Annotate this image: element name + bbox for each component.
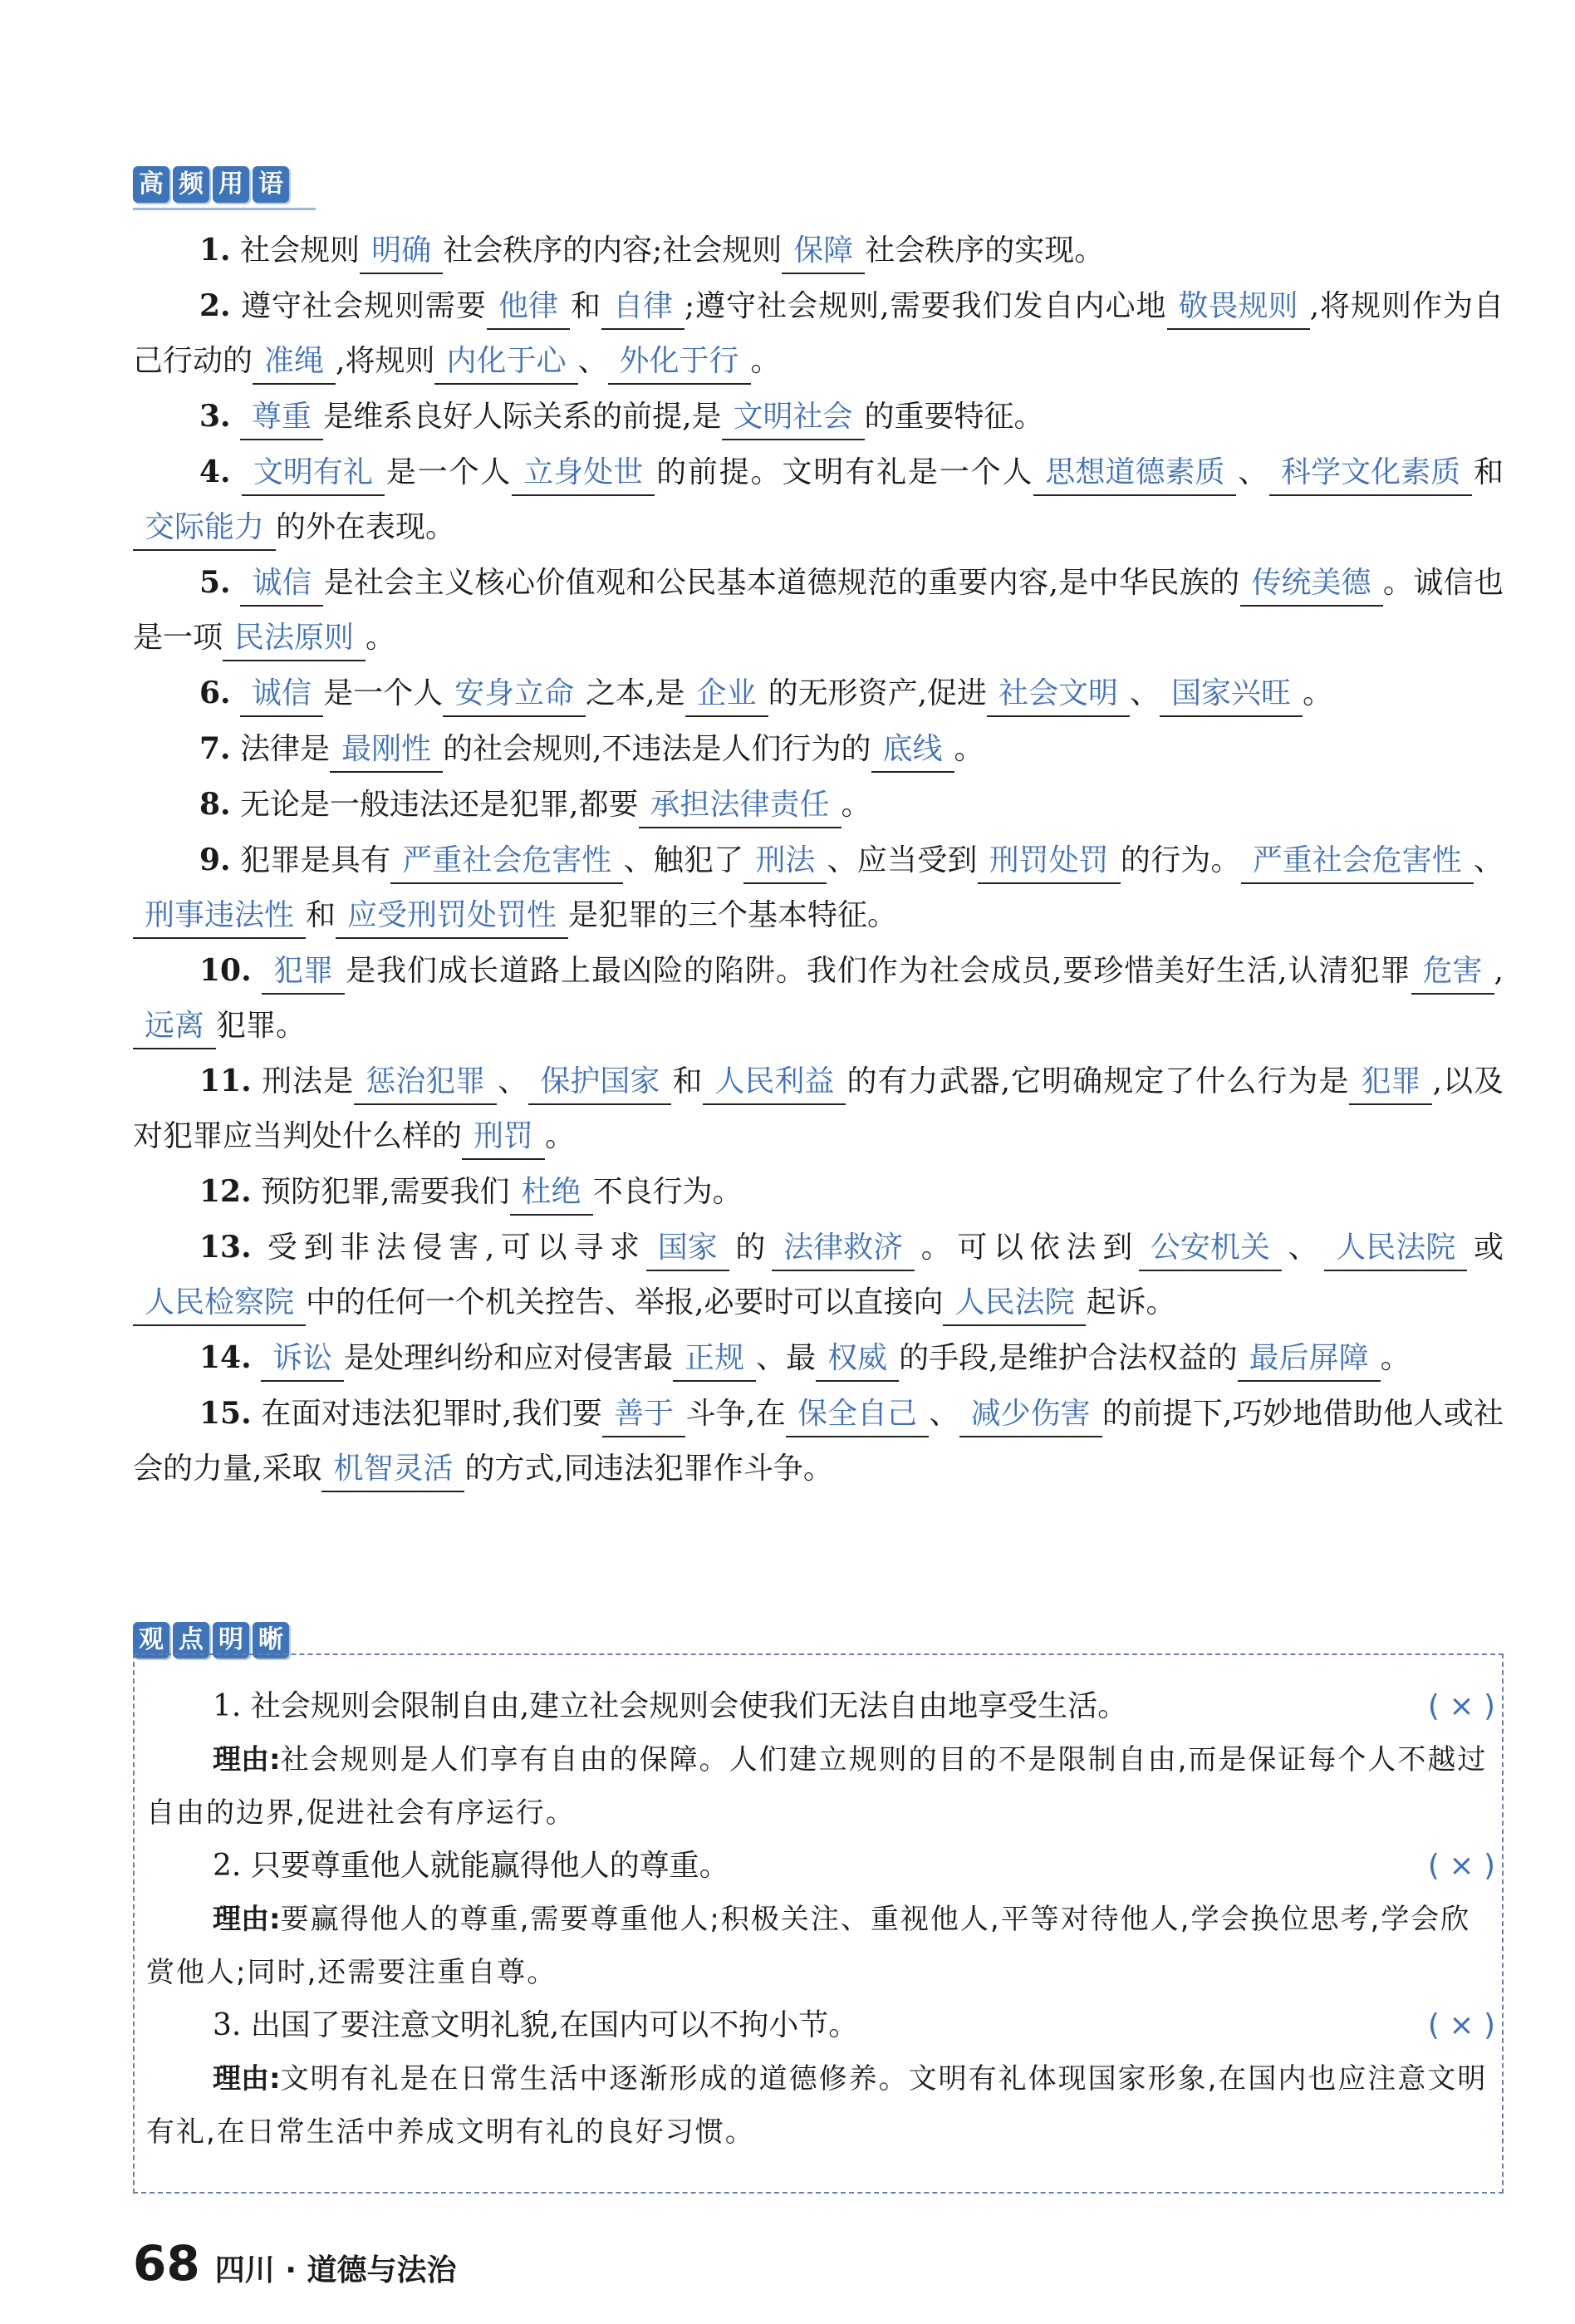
answer-blank: 文明社会 (722, 396, 865, 440)
answer-blank: 思想道德素质 (1033, 451, 1236, 496)
item-11 (133, 1054, 1504, 1164)
item-text: 社会秩序的内容;社会规则 (443, 233, 783, 268)
reason-text: 要赢得他人的尊重,需要尊重他人;积极关注、重视他人,平等对待他人,学会换位思考,学会欣赏他人;同时,还需要注重自尊。 (146, 1903, 1471, 1989)
item-text: ,以及对犯罪应当判处什么样的 (133, 1064, 1504, 1153)
item-text: 是我们成长道路上最凶险的陷阱。我们作为社会成员,要珍惜美好生活,认清犯罪 (345, 954, 1411, 988)
item-10 (133, 943, 1504, 1054)
answer-blank: 诚信 (240, 672, 323, 717)
item-number: 11. (199, 1064, 252, 1098)
item-8 (133, 777, 1504, 833)
item-text: 。 (366, 621, 396, 655)
item-text: 是一个人 (323, 676, 444, 710)
answer-blank: 机智灵活 (321, 1447, 464, 1492)
answer-blank: 诚信 (240, 562, 323, 607)
section-badge-high-frequency (133, 166, 289, 203)
answer-blank: 自律 (601, 285, 684, 330)
item-text: 预防犯罪,需要我们 (261, 1175, 510, 1209)
item-number: 13. (199, 1230, 252, 1265)
item-text: 的前提。文明有礼是一个人 (655, 455, 1034, 489)
book-title: 四川 · 道德与法治 (214, 2253, 457, 2287)
item-number: 14. (199, 1340, 252, 1375)
item-text: 。可以依法到 (915, 1231, 1139, 1265)
answer-blank: 危害 (1411, 950, 1494, 995)
reason-text: 文明有礼是在日常生活中逐渐形成的道德修养。文明有礼体现国家形象,在国内也应注意文明有礼,在日常生活中养成文明有礼的良好习惯。 (146, 2062, 1488, 2149)
item-text: 和 (1472, 455, 1504, 489)
reason-label: 理由: (213, 1903, 281, 1936)
item-text: 之本,是 (586, 676, 685, 710)
answer-blank: 人民检察院 (133, 1281, 306, 1326)
answer-blank: 杜绝 (510, 1171, 593, 1216)
item-text: 的手段,是维护合法权益的 (899, 1341, 1238, 1375)
judgment-question: 3. 出国了要注意文明礼貌,在国内可以不拘小节。 (213, 2008, 859, 2042)
item-text: ,将规则 (336, 344, 435, 378)
reason-label: 理由: (213, 2062, 281, 2096)
answer-blank: 社会文明 (987, 672, 1130, 717)
judgment-mark: ( × ) (1427, 1849, 1495, 1883)
answer-blank: 国家 (646, 1226, 729, 1271)
item-text: 、 (1130, 676, 1160, 710)
page-footer (133, 2235, 456, 2292)
judgment-box (133, 1653, 1504, 2194)
item-7 (133, 721, 1504, 777)
item-1 (133, 223, 1504, 278)
item-text: 。 (750, 344, 781, 378)
answer-blank: 严重社会危害性 (390, 839, 623, 884)
item-text: 犯罪是具有 (240, 843, 391, 877)
item-text: 的方式,同违法犯罪作斗争。 (464, 1452, 833, 1486)
answer-blank: 法律救济 (772, 1226, 915, 1271)
item-text: 。 (1303, 676, 1333, 710)
item-text: 、最 (756, 1341, 817, 1375)
answer-blank: 人民利益 (703, 1060, 846, 1105)
item-number: 1. (199, 233, 231, 268)
item-text: 。 (954, 732, 984, 766)
item-number: 3. (199, 399, 231, 434)
reason-label: 理由: (213, 1743, 281, 1776)
item-text: 或 (1467, 1231, 1504, 1265)
item-text: 受到非法侵害,可以寻求 (267, 1231, 646, 1265)
answer-blank: 最刚性 (330, 728, 443, 773)
answer-blank: 权威 (816, 1337, 899, 1382)
judgment-2 (146, 1840, 1495, 1999)
answer-blank: 最后屏障 (1238, 1337, 1381, 1382)
item-text: 刑法是 (262, 1064, 355, 1098)
item-text: 、 (1281, 1231, 1325, 1265)
item-number: 4. (199, 454, 231, 489)
answer-blank: 底线 (871, 728, 954, 773)
answer-blank: 明确 (360, 229, 443, 274)
answer-blank: 犯罪 (262, 950, 345, 995)
answer-blank: 刑罚 (462, 1115, 545, 1160)
answer-blank: 交际能力 (133, 506, 276, 551)
answer-blank: 人民法院 (943, 1281, 1086, 1326)
answer-blank: 惩治犯罪 (354, 1060, 497, 1105)
item-number: 9. (199, 843, 231, 877)
badge-char: 点 (173, 1622, 209, 1658)
item-text: 是一个人 (384, 455, 513, 489)
item-text: 法律是 (240, 732, 331, 766)
item-number: 5. (199, 565, 231, 600)
badge-underline (133, 208, 316, 210)
item-text: 是处理纠纷和应对侵害最 (344, 1341, 674, 1375)
item-text: 、应当受到 (827, 843, 978, 877)
item-number: 15. (199, 1396, 252, 1431)
answer-blank: 民法原则 (223, 617, 366, 661)
item-text: 的前提下,巧妙地借助他人或社会的力量,采取 (133, 1397, 1504, 1486)
item-text: 、触犯了 (623, 843, 744, 877)
answer-blank: 正规 (673, 1337, 756, 1382)
item-13 (133, 1220, 1504, 1330)
badge-char: 晰 (253, 1622, 289, 1658)
item-text: 。 (841, 788, 871, 822)
item-5 (133, 555, 1504, 666)
item-text: 的外在表现。 (276, 510, 456, 544)
answer-blank: 保护国家 (528, 1060, 671, 1105)
item-6 (133, 666, 1504, 721)
judgment-mark: ( × ) (1427, 2008, 1495, 2042)
answer-blank: 传统美德 (1240, 562, 1383, 607)
answer-blank: 企业 (685, 672, 768, 717)
judgment-mark: ( × ) (1427, 1689, 1495, 1723)
item-9 (133, 833, 1504, 943)
item-number: 7. (199, 731, 231, 766)
item-text: 的社会规则,不违法是人们行为的 (443, 732, 871, 766)
badge-char: 频 (173, 166, 209, 203)
item-text: 是犯罪的三个基本特征。 (568, 898, 898, 932)
item-4 (133, 445, 1504, 555)
fill-in-items (133, 223, 1504, 1496)
item-text: ;遵守社会规则,需要我们发自内心地 (684, 289, 1167, 323)
item-2 (133, 278, 1504, 389)
item-text: 、 (497, 1064, 529, 1098)
item-text: ,将规则作为自己行动的 (133, 289, 1504, 378)
item-text: 和 (671, 1064, 704, 1098)
item-text: 、 (577, 344, 608, 378)
item-text: 遵守社会规则需要 (241, 289, 488, 323)
item-text: 的 (729, 1231, 773, 1265)
answer-blank: 安身立命 (443, 672, 586, 717)
answer-blank: 他律 (487, 285, 570, 330)
answer-blank: 内化于心 (434, 340, 577, 385)
item-number: 2. (199, 288, 231, 323)
item-text: 的有力武器,它明确规定了什么行为是 (846, 1064, 1350, 1098)
answer-blank: 国家兴旺 (1160, 672, 1303, 717)
answer-blank: 准绳 (253, 340, 336, 385)
item-number: 8. (199, 787, 231, 822)
item-text: 斗争,在 (685, 1397, 787, 1431)
item-text: 和 (570, 289, 602, 323)
item-text: 。 (545, 1119, 576, 1153)
answer-blank: 尊重 (240, 396, 323, 440)
answer-blank: 人民法院 (1324, 1226, 1467, 1271)
reason-text: 社会规则是人们享有自由的保障。人们建立规则的目的不是限制自由,而是保证每个人不越过自由的边界,促进社会有序运行。 (146, 1743, 1488, 1830)
judgment-3 (146, 1999, 1495, 2159)
answer-blank: 外化于行 (608, 340, 751, 385)
judgment-1 (146, 1680, 1495, 1840)
badge-char: 观 (133, 1622, 169, 1658)
answer-blank: 保全自己 (786, 1393, 929, 1437)
answer-blank: 科学文化素质 (1269, 451, 1472, 496)
item-text: 。 (1380, 1341, 1411, 1375)
answer-blank: 善于 (602, 1393, 685, 1437)
judgment-question: 1. 社会规则会限制自由,建立社会规则会使我们无法自由地享受生活。 (213, 1689, 1128, 1723)
item-number: 12. (199, 1174, 252, 1209)
item-text: 和 (306, 898, 336, 932)
badge-char: 用 (213, 166, 249, 203)
item-14 (133, 1330, 1504, 1386)
item-12 (133, 1164, 1504, 1220)
answer-blank: 刑罚处罚 (978, 839, 1121, 884)
item-text: 无论是一般违法还是犯罪,都要 (240, 788, 639, 822)
item-3 (133, 389, 1504, 445)
answer-blank: 保障 (782, 229, 865, 274)
answer-blank: 立身处世 (512, 451, 655, 496)
item-text: 、 (1236, 455, 1270, 489)
item-text: 中的任何一个机关控告、举报,必要时可以直接向 (306, 1285, 944, 1319)
item-text: 在面对违法犯罪时,我们要 (261, 1397, 603, 1431)
answer-blank: 应受刑罚处罚性 (336, 894, 568, 939)
answer-blank: 刑法 (743, 839, 827, 884)
page-number: 68 (133, 2235, 200, 2292)
item-text: 的无形资产,促进 (768, 676, 988, 710)
item-text: 是社会主义核心价值观和公民基本道德规范的重要内容,是中华民族的 (323, 566, 1240, 600)
item-text: , (1494, 954, 1504, 988)
judgment-question: 2. 只要尊重他人就能赢得他人的尊重。 (213, 1849, 729, 1883)
item-number: 10. (199, 953, 252, 988)
item-15 (133, 1386, 1504, 1496)
badge-char: 高 (133, 166, 169, 203)
answer-blank: 敬畏规则 (1167, 285, 1310, 330)
answer-blank: 刑事违法性 (133, 894, 306, 939)
answer-blank: 承担法律责任 (639, 784, 841, 828)
item-text: 。诚信也是一项 (133, 566, 1504, 655)
item-text: 、 (929, 1397, 959, 1431)
item-text: 的行为。 (1120, 843, 1241, 877)
answer-blank: 减少伤害 (959, 1393, 1102, 1437)
answer-blank: 诉讼 (261, 1337, 344, 1382)
item-text: 、 (1473, 843, 1504, 877)
answer-blank: 犯罪 (1349, 1060, 1432, 1105)
answer-blank: 严重社会危害性 (1241, 839, 1474, 884)
item-text: 不良行为。 (592, 1175, 743, 1209)
item-text: 社会秩序的实现。 (865, 233, 1105, 268)
item-text: 社会规则 (240, 233, 361, 268)
item-text: 起诉。 (1086, 1285, 1176, 1319)
badge-char: 语 (253, 166, 289, 203)
item-number: 6. (199, 676, 231, 710)
item-text: 的重要特征。 (864, 400, 1044, 434)
item-text: 犯罪。 (216, 1009, 307, 1043)
answer-blank: 文明有礼 (242, 451, 385, 496)
item-text: 是维系良好人际关系的前提,是 (323, 400, 722, 434)
answer-blank: 远离 (133, 1005, 216, 1049)
badge-char: 明 (213, 1622, 249, 1658)
answer-blank: 公安机关 (1139, 1226, 1282, 1271)
